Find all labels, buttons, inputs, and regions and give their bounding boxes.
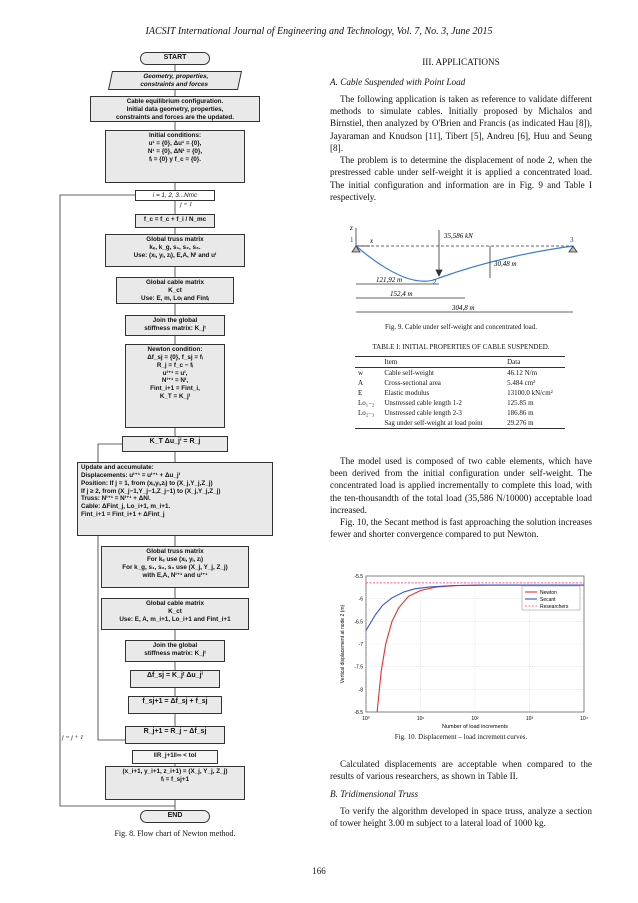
- legend-label: Newton: [540, 590, 557, 596]
- paragraph-4: Fig. 10, the Secant method is fast approaching the solution increases fewer and shorter convergence compared to put Newton.: [330, 517, 592, 540]
- x-tick-label: 10²: [471, 716, 479, 722]
- x-axis-label: Number of load increments: [441, 724, 509, 730]
- cell: A: [358, 379, 364, 387]
- table1-title: TABLE I: INITIAL PROPERTIES OF CABLE SUSPENDED.: [372, 343, 550, 351]
- y-tick-label: -6: [358, 596, 363, 603]
- cable-matrix-box-1: Global cable matrix K_ct Use: E, m, Loᵢ and Fintᵢ: [116, 277, 234, 304]
- y-tick-label: -8: [358, 687, 363, 694]
- input-box: Geometry, properties, constraints and forces: [108, 71, 242, 90]
- cell: 5.484 cm²: [507, 379, 536, 387]
- fig10-caption: Fig. 10. Displacement – load increment curves.: [394, 733, 528, 741]
- cell: 29.276 m: [507, 419, 534, 427]
- subsection-a-title: A. Cable Suspended with Point Load: [330, 77, 466, 87]
- cell: Sag under self-weight at load point: [384, 419, 483, 427]
- cell: Lo₂₋₃: [358, 409, 375, 417]
- fig10-chart: [336, 570, 592, 730]
- x-tick-label: 10⁴: [580, 716, 588, 722]
- initial-conditions-box: Initial conditions: u¹ = {0}, Δu¹ = {0}, N¹ = {0}, ΔN¹ = {0}, fᵢ = {0} y f_c = {0}.: [105, 130, 245, 183]
- section-title: III. APPLICATIONS: [422, 57, 500, 67]
- loop-i-box: i = 1, 2, 3...Nmc: [135, 190, 215, 201]
- cell: [355, 418, 381, 429]
- cell: 46.12 N/m: [507, 369, 538, 377]
- update-box: Update and accumulate: Displacements: uⁱ⁺¹ = uⁱ⁺¹ + Δu_jⁱ Position: If j = 1, from (xᵢ,yᵢ,zᵢ) to (X_j,Y_j,Z_j) If j ≥ 2, from (X_j−1,Y_j−1,Z_j−1) to (X_j,Y_j,Z_j) Truss: Nⁱ⁺¹ = Nⁱ⁺¹ + ΔNʲ. Cable: ΔFint_j, Lo_i+1, m_i+1. Fint_i+1 = Fint_i+1 + ΔFint_j: [77, 462, 273, 536]
- truss-matrix-box-2: Global truss matrix For kₑ use (xᵢ, yᵢ, zᵢ) For k_g, s₁, s₂, s₃ use (X_j, Y_j, Z_j) with E,A, Nⁱ⁺¹ and uⁱ⁺¹: [101, 546, 249, 588]
- cell: Elastic modulus: [384, 389, 430, 397]
- y-axis-label: Vertical displacement at node 2 (m): [340, 604, 346, 684]
- node-2-label: 2: [433, 278, 437, 286]
- cable-matrix-box-2: Global cable matrix K_ct Use: E, A, m_i+1, Lo_i+1 and Fint_i+1: [101, 598, 249, 630]
- sag-label: 30,48 m: [494, 260, 517, 268]
- paragraph-5: Calculated displacements are acceptable when compared to the results of various researchers, as shown in Table II.: [330, 759, 592, 782]
- paragraph-2: The problem is to determine the displacement of node 2, when the prestressed cable under self-weight it is applied a concentrated load. The initial configuration and information are in Fig. 9 and Table I respectively.: [330, 155, 592, 202]
- cell: Cable self-weight: [384, 369, 434, 377]
- config-box: Cable equilibrium configuration. Initial data geometry, properties, constraints and forces are the updated.: [90, 96, 260, 122]
- x-label: x: [370, 237, 374, 245]
- y-tick-label: -7: [358, 642, 363, 648]
- fig9-diagram: [340, 222, 590, 320]
- cell: w: [358, 369, 364, 377]
- dim-121-label: 121,92 m: [376, 276, 403, 284]
- journal-header: IACSIT International Journal of Engineering and Technology, Vol. 7, No. 3, June 2015: [145, 26, 493, 37]
- subsection-b-title: B. Tridimensional Truss: [330, 789, 419, 799]
- join-matrix-box-2: Join the global stiffness matrix: K_jᵗ: [125, 640, 225, 662]
- table-row: [355, 418, 565, 429]
- newton-condition-box: Newton condition: Δf_sj = {0}, f_sj = fᵢ R_j = f_c − fᵢ uⁱ⁺¹ = uⁱ, Nⁱ⁺¹ = Nⁱ, Fint_i+1 = Fint_i, K_T = K_jᵗ: [125, 344, 225, 428]
- r-update-box: R_j+1 = R_j − Δf_sj: [125, 726, 225, 744]
- f-update-box: f_sj+1 = Δf_sj + f_sj: [128, 696, 222, 714]
- cell: 125.85 m: [507, 399, 534, 407]
- node-3-label: 3: [570, 236, 574, 244]
- table1-col-symbol: [355, 357, 381, 368]
- table-row: [355, 408, 565, 418]
- end-terminal: END: [140, 810, 210, 823]
- table-row: [355, 398, 565, 408]
- y-tick-label: -7.5: [354, 664, 363, 671]
- z-label: z: [350, 224, 353, 232]
- flowchart: [50, 50, 300, 840]
- j-init-label: j = 1: [180, 201, 193, 208]
- solve-box: K_T Δu_jⁱ = R_j: [122, 436, 228, 452]
- table1: [355, 356, 565, 429]
- paragraph-1: The following application is taken as reference to validate different methods to simulate cables. Initially proposed by Michalos and Birnstiel, then analyzed by O'Brien and Francis (as indicated Hau [8]), Jayaraman and Knudson [11], Tibert [5], Andreu [6], Huu and Seung [8].: [330, 94, 592, 153]
- x-tick-label: 10¹: [416, 716, 425, 722]
- load-label: 35,586 kN: [444, 232, 473, 240]
- cell: 186.86 m: [507, 409, 534, 417]
- y-tick-label: -8.5: [354, 710, 363, 716]
- tolerance-decision: ‖R_j+1‖∞ < tol: [132, 750, 218, 764]
- cell: Unstressed cable length 2-3: [384, 409, 462, 417]
- truss-matrix-box-1: Global truss matrix kₑ, k_g, s₁, s₂, s₃. Use: (xᵢ, yᵢ, zᵢ), E,A, Nⁱ and uⁱ: [105, 234, 245, 267]
- cell: 13100.0 kN/cm²: [507, 389, 553, 397]
- final-position-box: (x_i+1, y_i+1, z_i+1) = (X_j, Y_j, Z_j) fᵢ = f_sj+1: [105, 766, 245, 800]
- paragraph-3: The model used is composed of two cable elements, which have been derived from the initial configuration under self-weight. The concentrated load is applied incrementally to complete this load, with the ten-thousandth of the total load (35,586 N/10000) acceptable load increased.: [330, 456, 592, 515]
- j-increment-label: j = j + 1: [62, 734, 84, 741]
- cell: Lo₁₋₂: [358, 399, 375, 407]
- dim-152-label: 152,4 m: [390, 290, 413, 298]
- cell: Cross-sectional area: [384, 379, 441, 387]
- cell: E: [358, 389, 363, 397]
- fc-box: f_c = f_c + f_i / N_mc: [135, 214, 215, 228]
- table1-header-row: [355, 357, 565, 368]
- join-matrix-box-1: Join the global stiffness matrix: K_jᵗ: [125, 315, 225, 336]
- table-row: [355, 368, 565, 379]
- legend-label: Secant: [540, 597, 556, 603]
- paragraph-6: To verify the algorithm developed in space truss, analyze a section of tower height 3.00 m subject to a lateral load of 1000 kg.: [330, 806, 592, 829]
- table-row: [355, 378, 565, 388]
- cell: Unstressed cable length 1-2: [384, 399, 462, 407]
- table-row: [355, 388, 565, 398]
- delta-f-box: Δf_sj = K_jᵗ Δu_jⁱ: [130, 670, 220, 688]
- fig8-caption: Fig. 8. Flow chart of Newton method.: [114, 829, 236, 838]
- page-number: 166: [312, 866, 326, 876]
- x-tick-label: 10³: [525, 716, 534, 722]
- y-tick-label: -5.5: [354, 574, 363, 580]
- table1-col-data: Data: [507, 358, 521, 366]
- fig9-caption: Fig. 9. Cable under self-weight and concentrated load.: [384, 323, 537, 331]
- node-1-label: 1: [350, 236, 354, 244]
- x-tick-label: 10⁰: [362, 716, 370, 722]
- start-terminal: START: [140, 52, 210, 65]
- table1-col-item: Item: [384, 358, 398, 366]
- y-tick-label: -6.5: [354, 619, 363, 626]
- legend-label: Researchers: [540, 604, 569, 610]
- dim-304-label: 304,8 m: [452, 304, 475, 312]
